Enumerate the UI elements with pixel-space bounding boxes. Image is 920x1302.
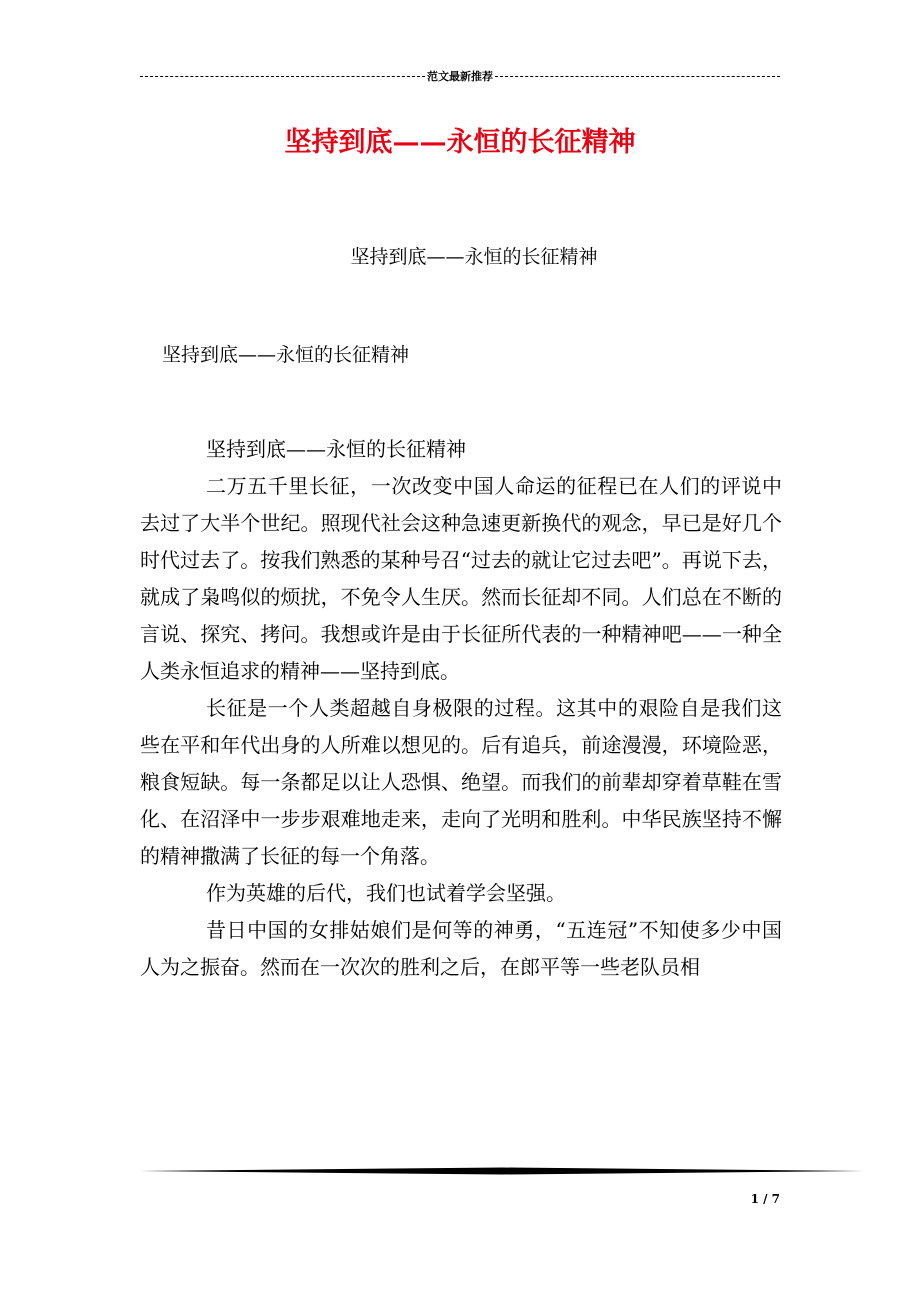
paragraph: 昔日中国的女排姑娘们是何等的神勇，“五连冠”不知使多少中国人为之振奋。然而在一次次的胜利之后，在郎平等一些老队员相 [140,918,782,979]
header-dash-left [140,76,425,77]
subtitle-left: 坚持到底——永恒的长征精神 [162,344,410,366]
footer-rule [140,1167,864,1175]
paragraph: 二万五千里长征，一次改变中国人命运的征程已在人们的评说中去过了大半个世纪。照现代社会这种急速更新换代的观念，早已是好几个时代过去了。按我们熟悉的某种号召“过去的就让它过去吧”。再说下去，就成了枭鸣似的烦扰，不免令人生厌。然而长征却不同。人们总在不断的言说、探究、拷问。我想或许是由于长征所代表的一种精神吧——一种全人类永恒追求的精神——坚持到底。 [140,474,782,683]
document-body [140,431,782,986]
page-header [140,68,780,84]
page-number: 1 / 7 [750,1192,780,1206]
paragraph: 长征是一个人类超越自身极限的过程。这其中的艰险自是我们这些在平和年代出身的人所难以想见的。后有追兵，前途漫漫，环境险恶，粮食短缺。每一条都足以让人恐惧、绝望。而我们的前辈却穿着草鞋在雪化、在沼泽中一步步艰难地走来，走向了光明和胜利。中华民族坚持不懈的精神撒满了长征的每一个角落。 [140,696,782,868]
document-title: 坚持到底——永恒的长征精神 [284,127,636,158]
paragraph: 坚持到底——永恒的长征精神 [206,437,466,461]
subtitle-centered: 坚持到底——永恒的长征精神 [350,246,598,268]
header-label: 范文最新推荐 [427,70,493,83]
header-dash-right [495,76,780,77]
paragraph: 作为英雄的后代，我们也试着学会坚强。 [206,881,566,905]
